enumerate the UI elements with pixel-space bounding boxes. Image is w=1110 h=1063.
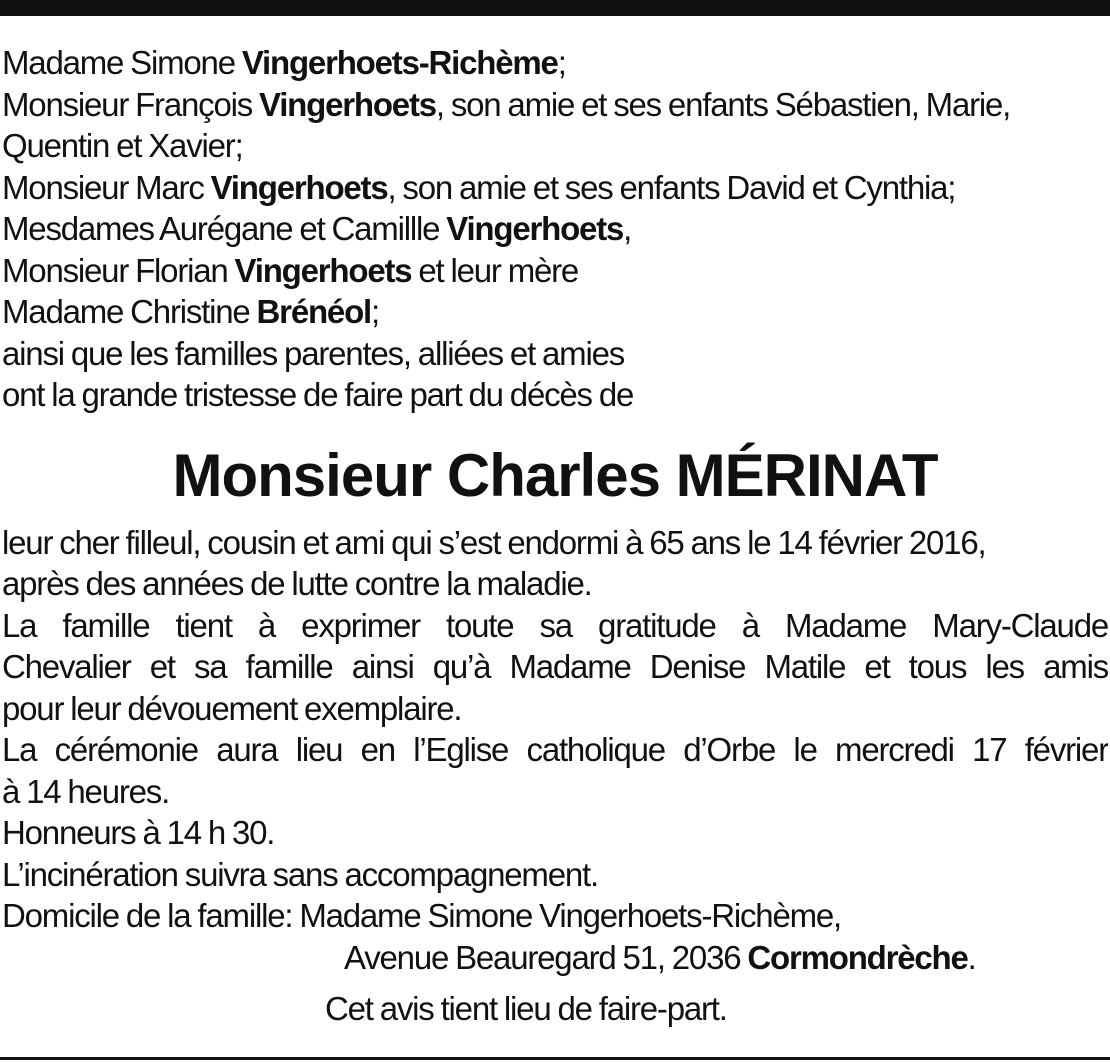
thanks-line: Chevalier et sa famille ainsi qu’à Madame Denise Matile et tous les amis bbox=[2, 648, 1108, 685]
thanks-line: pour leur dévouement exemplaire. bbox=[2, 689, 462, 727]
announcer-line: ainsi que les familles parentes, alliées et amies bbox=[2, 334, 625, 372]
ceremony-line: La cérémonie aura lieu en l’Eglise catholique d’Orbe le mercredi 17 février bbox=[2, 731, 1108, 768]
announcer-line: Madame Simone Vingerhoets-Richème; bbox=[2, 44, 566, 81]
tribute-line: après des années de lutte contre la maladie. bbox=[2, 565, 592, 602]
announcer-line: Monsieur Marc Vingerhoets, son amie et ses enfants David et Cynthia; bbox=[2, 168, 956, 206]
announcer-line: ont la grande tristesse de faire part du décès de bbox=[2, 376, 634, 413]
announcer-line: Mesdames Aurégane et Camillle Vingerhoets, bbox=[2, 210, 632, 247]
surname: Vingerhoets bbox=[210, 168, 388, 206]
deceased-name: Monsieur Charles MÉRINAT bbox=[172, 441, 938, 509]
surname: Brénéol bbox=[256, 293, 372, 330]
honours-line: Honneurs à 14 h 30. bbox=[2, 814, 275, 851]
surname: Vingerhoets bbox=[446, 210, 624, 247]
announcer-line: Quentin et Xavier; bbox=[2, 127, 243, 164]
ceremony-line: à 14 heures. bbox=[2, 772, 170, 810]
closing-line: Cet avis tient lieu de faire-part. bbox=[325, 990, 727, 1027]
announcer-line: Monsieur Florian Vingerhoets et leur mère bbox=[2, 251, 579, 289]
announcer-line: Monsieur François Vingerhoets, son amie et ses enfants Sébastien, Marie, bbox=[2, 85, 1011, 123]
surname: Vingerhoets bbox=[259, 85, 436, 123]
surname: Vingerhoets bbox=[234, 251, 412, 289]
obituary-notice bbox=[2, 42, 1108, 1030]
town-name: Cormondrèche bbox=[747, 938, 968, 976]
thanks-line: La famille tient à exprimer toute sa gratitude à Madame Mary-Claude bbox=[2, 606, 1108, 644]
announcer-line: Madame Christine Brénéol; bbox=[2, 293, 379, 330]
tribute-line: leur cher filleul, cousin et ami qui s’est endormi à 65 ans le 14 février 2016, bbox=[2, 523, 986, 561]
domicile-line: Domicile de la famille: Madame Simone Vingerhoets-Richème, bbox=[2, 897, 842, 934]
address-line: Avenue Beauregard 51, 2036 Cormondrèche. bbox=[344, 938, 976, 976]
surname: Vingerhoets-Richème bbox=[241, 44, 558, 81]
cremation-line: L’incinération suivra sans accompagnement. bbox=[2, 855, 598, 893]
top-rule bbox=[0, 0, 1110, 16]
bottom-rule bbox=[0, 1057, 1110, 1060]
